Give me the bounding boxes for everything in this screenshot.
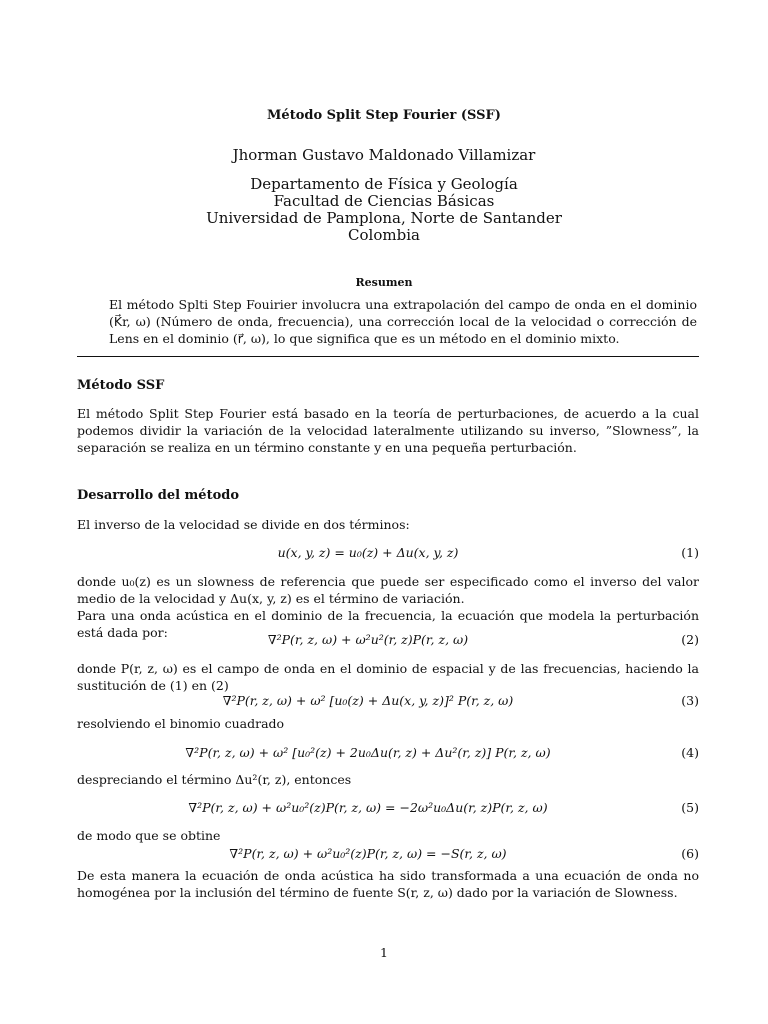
equation-5 [77,799,699,817]
equation-1 [77,544,699,562]
equation-number: (5) [681,800,699,815]
affiliation-line: Colombia [348,226,420,244]
equation-3 [77,692,699,710]
abstract-heading: Resumen [355,276,413,289]
paragraph: Para una onda acústica en el dominio de la frecuencia, la ecuación que modela la perturbación está dada por: [77,608,699,640]
paragraph: de modo que se obtine [77,828,221,843]
equation-number: (4) [681,745,699,760]
paragraph: despreciando el término Δu²(r, z), entonces [77,772,352,787]
equation-number: (1) [681,545,699,560]
equation-body: ∇²P(r, z, ω) + ω² [u₀(z) + Δu(x, y, z)]² P(r, z, ω) [222,693,514,708]
equation-body: ∇²P(r, z, ω) + ω² [u₀²(z) + 2u₀Δu(r, z) + Δu²(r, z)] P(r, z, ω) [185,745,551,760]
paragraph: donde P(r, z, ω) es el campo de onda en el dominio de espacial y de las frecuencias, haciendo la sustitución de (1) en (2) [77,661,699,693]
paragraph: donde u₀(z) es un slowness de referencia que puede ser especificado como el inverso del valor medio de la velocidad y Δu(x, y, z) es el término de variación. [77,574,699,606]
abstract-text: El método Splti Step Fouirier involucra una extrapolación del campo de onda en el dominio (K⃗r, ω) (Número de onda, frecuencia), una corrección local de la velocidad o corrección de Lens en el dominio (r⃗, ω), lo que significa que es un método en el dominio mixto. [109,297,697,346]
affiliation-line: Facultad de Ciencias Básicas [273,192,495,210]
section-ssf-paragraph: El método Split Step Fourier está basado en la teoría de perturbaciones, de acuerdo a la cual podemos dividir la variación de la velocidad lateralmente utilizando su inverso, ”Slowness”, la separación se realiza en un término constante y en una pequeña perturbación. [77,406,699,455]
equation-body: u(x, y, z) = u₀(z) + Δu(x, y, z) [277,545,459,560]
paragraph: resolviendo el binomio cuadrado [77,716,285,731]
author-name: Jhorman Gustavo Maldonado Villamizar [232,146,536,164]
equation-body: ∇²P(r, z, ω) + ω²u²(r, z)P(r, z, ω) [267,632,469,647]
equation-body: ∇²P(r, z, ω) + ω²u₀²(z)P(r, z, ω) = −2ω²u₀Δu(r, z)P(r, z, ω) [188,800,548,815]
affiliation-line: Departamento de Física y Geología [250,175,518,193]
section-heading-desarrollo: Desarrollo del método [77,488,240,503]
page-number: 1 [380,945,388,960]
affiliation-line: Universidad de Pamplona, Norte de Santander [206,209,562,227]
equation-body: ∇²P(r, z, ω) + ω²u₀²(z)P(r, z, ω) = −S(r, z, ω) [229,846,507,861]
paragraph: De esta manera la ecuación de onda acústica ha sido transformada a una ecuación de onda no homogénea por la inclusión del término de fuente S(r, z, ω) dado por la variación de Slowness. [77,868,699,900]
equation-number: (2) [681,632,699,647]
section-heading-ssf: Método SSF [77,378,165,393]
paragraph: El inverso de la velocidad se divide en dos términos: [77,517,410,532]
affiliation-block [0,176,768,244]
equation-number: (6) [681,846,699,861]
equation-4 [77,744,699,762]
equation-6 [77,845,699,863]
horizontal-divider [77,356,699,357]
equation-2 [77,631,699,649]
paper-title: Método Split Step Fourier (SSF) [267,108,501,123]
equation-number: (3) [681,693,699,708]
